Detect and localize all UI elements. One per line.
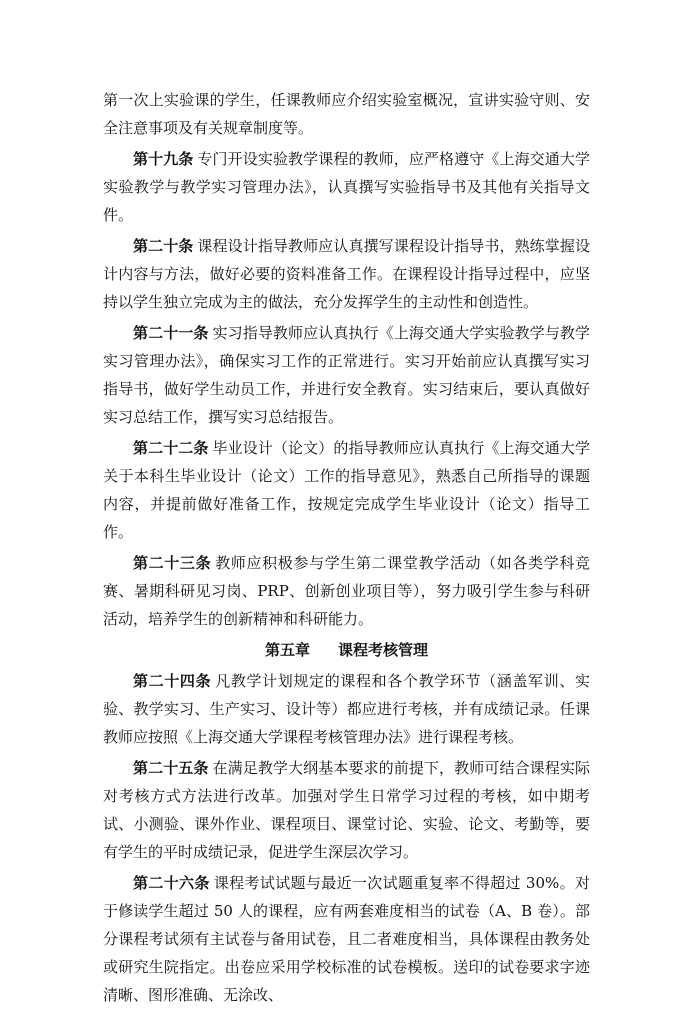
article-number: 第二十二条 <box>133 439 209 457</box>
article-text: 专门开设实验教学课程的教师，应严格遵守《上海交通大学实验教学与教学实习管理办法》，认真撰写实验指导书及其他有关指导文件。 <box>103 150 590 224</box>
document-page <box>103 86 590 1012</box>
chapter-heading <box>103 636 590 664</box>
section-after <box>103 667 590 1009</box>
article-number: 第二十四条 <box>133 672 212 690</box>
article-text: 第一次上实验课的学生，任课教师应介绍实验室概况，宣讲实验守则、安全注意事项及有关规章制度等。 <box>103 91 590 137</box>
article-paragraph <box>103 667 590 751</box>
article-text: 教师应积极参与学生第二课堂教学活动（如各类学科竞赛、暑期科研见习岗、PRP、创新创业项目等），努力吸引学生参与科研活动，培养学生的创新精神和科研能力。 <box>103 554 590 628</box>
article-number: 第二十六条 <box>133 874 210 892</box>
article-number: 第二十条 <box>133 237 194 255</box>
article-text: 实习指导教师应认真执行《上海交通大学实验教学与教学实习管理办法》，确保实习工作的正常进行。实习开始前应认真撰写实习指导书，做好学生动员工作，并进行安全教育。实习结束后，要认真做好实习总结工作，撰写实习总结报告。 <box>103 324 590 426</box>
article-text: 课程设计指导教师应认真撰写课程设计指导书，熟练掌握设计内容与方法，做好必要的资料准备工作。在课程设计指导过程中，应坚持以学生独立完成为主的做法，充分发挥学生的主动性和创造性。 <box>103 237 590 311</box>
section-before <box>103 86 590 633</box>
chapter-number: 第五章 <box>264 641 310 659</box>
article-paragraph <box>103 434 590 546</box>
article-paragraph <box>103 869 590 1009</box>
article-number: 第二十五条 <box>133 759 209 777</box>
article-paragraph <box>103 232 590 316</box>
article-paragraph <box>103 549 590 633</box>
article-paragraph <box>103 145 590 229</box>
article-paragraph <box>103 86 590 142</box>
article-paragraph <box>103 319 590 431</box>
chapter-title: 课程考核管理 <box>338 641 429 659</box>
article-number: 第十九条 <box>133 150 194 168</box>
article-text: 毕业设计（论文）的指导教师应认真执行《上海交通大学关于本科生毕业设计（论文）工作的指导意见》，熟悉自己所指导的课题内容，并提前做好准备工作，按规定完成学生毕业设计（论文）指导工作。 <box>103 439 590 541</box>
article-text: 课程考试试题与最近一次试题重复率不得超过 30%。对于修读学生超过 50 人的课程，应有两套难度相当的试卷（A、B 卷）。部分课程考试须有主试卷与备用试卷，且二者难度相当，具体课程由教务处或研究生院指定。出卷应采用学校标准的试卷模板。送印的试卷要求字迹清晰、图形准确、无涂改、 <box>103 874 590 1004</box>
article-number: 第二十三条 <box>133 554 212 572</box>
article-paragraph <box>103 754 590 866</box>
article-text: 在满足教学大纲基本要求的前提下，教师可结合课程实际对考核方式方法进行改革。加强对学生日常学习过程的考核，如中期考试、小测验、课外作业、课程项目、课堂讨论、实验、论文、考勤等，要有学生的平时成绩记录，促进学生深层次学习。 <box>103 759 590 861</box>
article-text: 凡教学计划规定的课程和各个教学环节（涵盖军训、实验、教学实习、生产实习、设计等）都应进行考核，并有成绩记录。任课教师应按照《上海交通大学课程考核管理办法》进行课程考核。 <box>103 672 590 746</box>
article-number: 第二十一条 <box>133 324 209 342</box>
